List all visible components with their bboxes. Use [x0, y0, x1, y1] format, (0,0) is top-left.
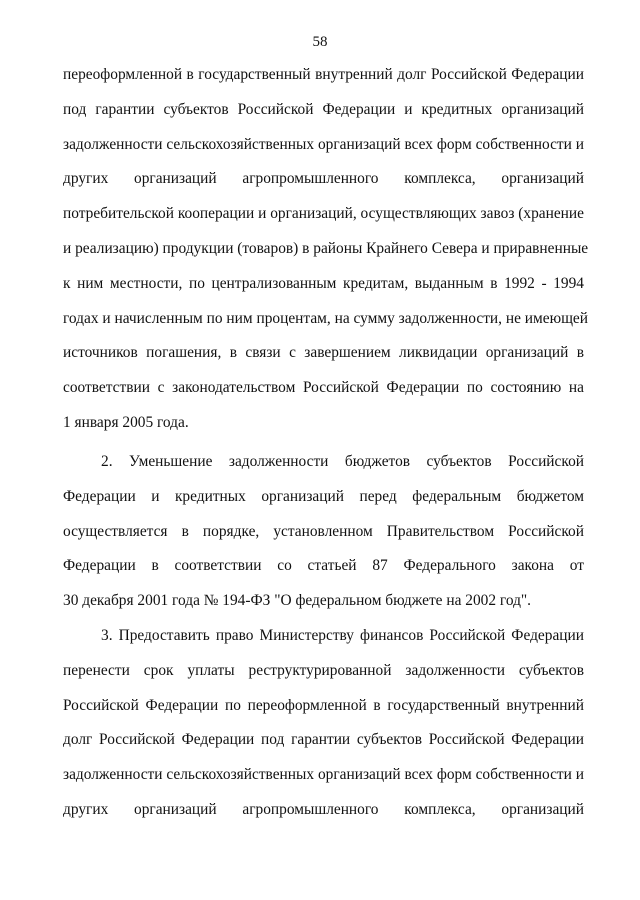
- text-line: Российской Федерации по переоформленной в государственный внутренний: [63, 696, 584, 714]
- text-line: 1 января 2005 года.: [63, 413, 189, 431]
- text-line: переоформленной в государственный внутренний долг Российской Федерации: [63, 66, 584, 83]
- text-line: под гарантии субъектов Российской Федерации и кредитных организаций: [63, 100, 584, 118]
- text-line: 2. Уменьшение задолженности бюджетов субъектов Российской: [101, 453, 584, 470]
- text-line: 30 декабря 2001 года № 194-ФЗ "О федеральном бюджете на 2002 год".: [63, 592, 532, 610]
- text-line: и реализацию) продукции (товаров) в районы Крайнего Севера и приравненные: [63, 239, 589, 257]
- paragraph-3: [63, 619, 584, 828]
- paragraph-2: [63, 445, 584, 619]
- text-line: задолженности сельскохозяйственных организаций всех форм собственности и: [63, 135, 584, 153]
- text-line: других организаций агропромышленного комплекса, организаций: [63, 800, 584, 818]
- text-line: других организаций агропромышленного комплекса, организаций: [63, 170, 584, 188]
- text-line: долг Российской Федерации под гарантии субъектов Российской Федерации: [63, 731, 584, 749]
- text-line: соответствии с законодательством Российской Федерации по состоянию на: [63, 379, 584, 397]
- text-line: потребительской кооперации и организаций, осуществляющих завоз (хранение: [63, 205, 584, 223]
- text-line: перенести срок уплаты реструктурированной задолженности субъектов: [63, 661, 584, 679]
- paragraph-continuation: [63, 58, 589, 441]
- text-line: задолженности сельскохозяйственных организаций всех форм собственности и: [63, 766, 584, 784]
- text-line: Федерации в соответствии со статьей 87 Федерального закона от: [63, 557, 584, 575]
- text-line: осуществляется в порядке, установленном Правительством Российской: [63, 522, 584, 540]
- page-number: 58: [312, 34, 328, 50]
- text-line: годах и начисленным по ним процентам, на сумму задолженности, не имеющей: [63, 309, 589, 327]
- text-line: источников погашения, в связи с завершением ликвидации организаций в: [63, 344, 584, 362]
- text-line: к ним местности, по централизованным кредитам, выданным в 1992 - 1994: [63, 274, 584, 292]
- text-line: Федерации и кредитных организаций перед федеральным бюджетом: [63, 487, 584, 505]
- text-line: 3. Предоставить право Министерству финансов Российской Федерации: [101, 627, 584, 644]
